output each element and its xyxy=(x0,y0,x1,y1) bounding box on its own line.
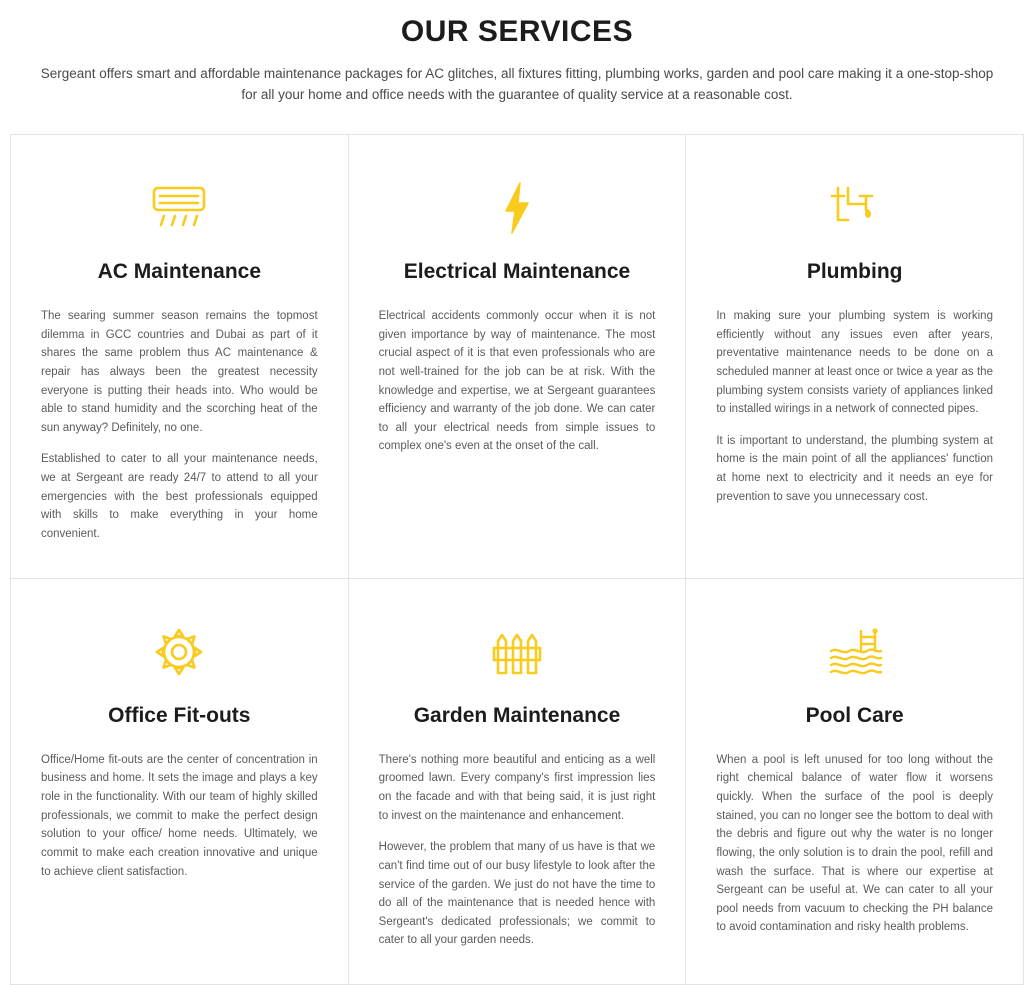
service-title: Pool Care xyxy=(805,703,904,727)
service-paragraph: The searing summer season remains the topmost dilemma in GCC countries and Dubai as part of it shares the same problem thus AC maintenance & repair has always been the greatest necessity everyone is putting their heads into. Who would be able to stand humidity and the scorching heat of the sun anyway? Definitely, no one. xyxy=(41,310,318,434)
services-grid xyxy=(10,134,1024,985)
garden-fence-icon xyxy=(488,619,546,685)
service-card-ac-maintenance[interactable] xyxy=(11,135,349,579)
service-paragraph: Electrical accidents commonly occur when it is not given importance by way of maintenance. The most crucial aspect of it is that even professionals who are not well-trained for the job can be at risk. With the knowledge and expertise, we at Sergeant guarantees efficiency and warranty of the job done. We can cater to all your electrical needs from simple issues to complex one's even at the onset of the call. xyxy=(378,310,656,453)
service-paragraph: Office/Home fit-outs are the center of concentration in business and home. It sets the image and plays a key role in the functionality. With our team of highly skilled professionals, we commit to make the perfect design solution to your office/ home needs. Ultimately, we commit to make each creation innovative and unique to achieve client satisfaction. xyxy=(41,753,318,878)
service-title: Office Fit-outs xyxy=(108,703,251,727)
service-description xyxy=(716,751,993,937)
service-card-electrical-maintenance[interactable] xyxy=(349,135,687,579)
page-subtitle: Sergeant offers smart and affordable maintenance packages for AC glitches, all fixtures fitting, plumbing works, garden and pool care making it a one-stop-shop for all your home and office needs with the guarantee of quality service at a reasonable cost. xyxy=(40,66,994,102)
service-paragraph: In making sure your plumbing system is working efficiently without any issues even after years, preventative maintenance needs to be done on a scheduled manner at least once or twice a year as the plumbing system consists variety of appliances linked to installed wirings in a network of connected pipes. xyxy=(716,310,993,416)
service-description xyxy=(379,307,656,456)
service-paragraph: Established to cater to all your maintenance needs, we at Sergeant are ready 24/7 to attend to all your emergencies with the best professionals equipped with skills to make everything in your home convenient. xyxy=(41,453,318,540)
service-card-pool-care[interactable] xyxy=(686,579,1024,985)
service-description xyxy=(41,751,318,881)
service-card-plumbing[interactable] xyxy=(686,135,1024,579)
service-paragraph: However, the problem that many of us have is that we can't find time out of our busy lifestyle to look after the service of the garden. We just do not have the time to do all of the maintenance that is needed hence with Sergeant's dedicated professionals; we commit to cater to all your garden needs. xyxy=(378,841,656,947)
lightning-bolt-icon xyxy=(497,175,537,241)
service-card-office-fit-outs[interactable] xyxy=(11,579,349,985)
service-title: Plumbing xyxy=(806,259,903,283)
service-description xyxy=(379,751,656,950)
service-paragraph: It is important to understand, the plumbing system at home is the main point of all the appliances' function at home next to electricity and it needs an eye for prevention to save you unnecessary cost. xyxy=(716,434,993,503)
swimming-pool-icon xyxy=(823,619,887,685)
service-paragraph: There's nothing more beautiful and enticing as a well groomed lawn. Every company's first impression lies on the facade and with that being said, it is just right to invest on the maintenance and enhancement. xyxy=(378,753,656,822)
page-title: OUR SERVICES xyxy=(400,15,634,48)
service-description xyxy=(716,307,993,506)
gear-icon xyxy=(153,619,205,685)
page-header xyxy=(0,0,1034,106)
service-title: AC Maintenance xyxy=(97,259,262,283)
service-title: Garden Maintenance xyxy=(413,703,621,727)
service-paragraph: When a pool is left unused for too long without the right chemical balance of water flow it worsens quickly. When the surface of the pool is deeply stained, you can no longer see the bottom to deal with the debris and figure out why the water is no longer flowing, the only solution is to drain the pool, refill and wash the surface. That is where our expertise at Sergeant can be useful at. We can cater to all your pool needs from vacuum to checking the PH balance to avoid contamination and risky health problems. xyxy=(716,753,993,934)
faucet-drip-icon xyxy=(822,175,888,241)
service-card-garden-maintenance[interactable] xyxy=(349,579,687,985)
service-description xyxy=(41,307,318,544)
air-conditioner-icon xyxy=(144,175,214,241)
service-title: Electrical Maintenance xyxy=(403,259,631,283)
